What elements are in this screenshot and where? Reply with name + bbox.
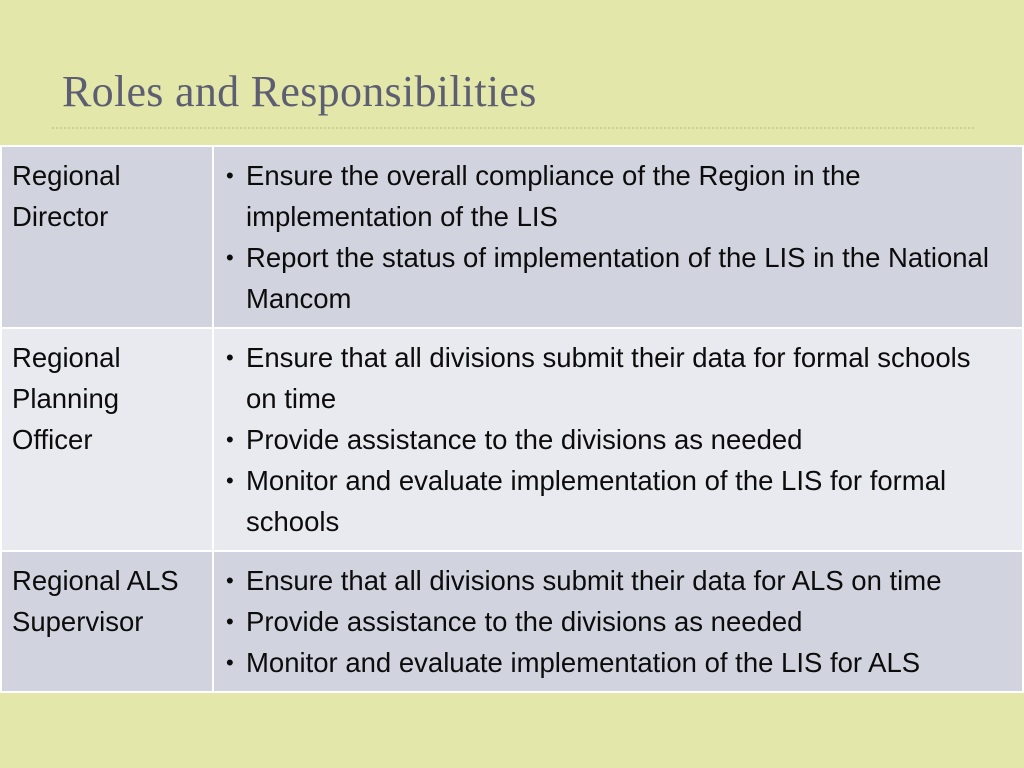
responsibility-text: Report the status of implementation of the LIS in the National Mancom xyxy=(246,242,989,314)
title-divider xyxy=(52,127,974,129)
bullet-icon: • xyxy=(226,427,234,452)
role-cell: Regional Planning Officer xyxy=(1,328,213,551)
bullet-icon: • xyxy=(226,163,234,188)
responsibility-text: Ensure that all divisions submit their data for ALS on time xyxy=(246,565,942,596)
list-item xyxy=(226,460,992,542)
responsibility-text: Monitor and evaluate implementation of the LIS for formal schools xyxy=(246,465,947,537)
role-cell: Regional ALS Supervisor xyxy=(1,551,213,692)
responsibilities-cell xyxy=(213,328,1023,551)
responsibility-list xyxy=(226,155,992,319)
role-cell: Regional Director xyxy=(1,146,213,328)
table-row xyxy=(1,146,1023,328)
list-item xyxy=(226,337,992,419)
list-item xyxy=(226,560,992,601)
responsibility-text: Monitor and evaluate implementation of the LIS for ALS xyxy=(246,647,921,678)
responsibility-text: Provide assistance to the divisions as needed xyxy=(246,606,803,637)
bullet-icon: • xyxy=(226,345,234,370)
list-item xyxy=(226,642,992,683)
responsibilities-cell xyxy=(213,146,1023,328)
roles-table xyxy=(0,145,1024,693)
responsibility-text: Ensure that all divisions submit their data for formal schools on time xyxy=(246,342,971,414)
bullet-icon: • xyxy=(226,650,234,675)
table-row xyxy=(1,551,1023,692)
bullet-icon: • xyxy=(226,468,234,493)
list-item xyxy=(226,601,992,642)
bullet-icon: • xyxy=(226,245,234,270)
table-row xyxy=(1,328,1023,551)
responsibility-text: Provide assistance to the divisions as needed xyxy=(246,424,803,455)
responsibility-list xyxy=(226,560,992,683)
bullet-icon: • xyxy=(226,568,234,593)
list-item xyxy=(226,419,992,460)
responsibility-list xyxy=(226,337,992,542)
list-item xyxy=(226,155,992,237)
bullet-icon: • xyxy=(226,609,234,634)
responsibility-text: Ensure the overall compliance of the Region in the implementation of the LIS xyxy=(246,160,861,232)
responsibilities-cell xyxy=(213,551,1023,692)
list-item xyxy=(226,237,992,319)
slide-title: Roles and Responsibilities xyxy=(62,67,537,116)
